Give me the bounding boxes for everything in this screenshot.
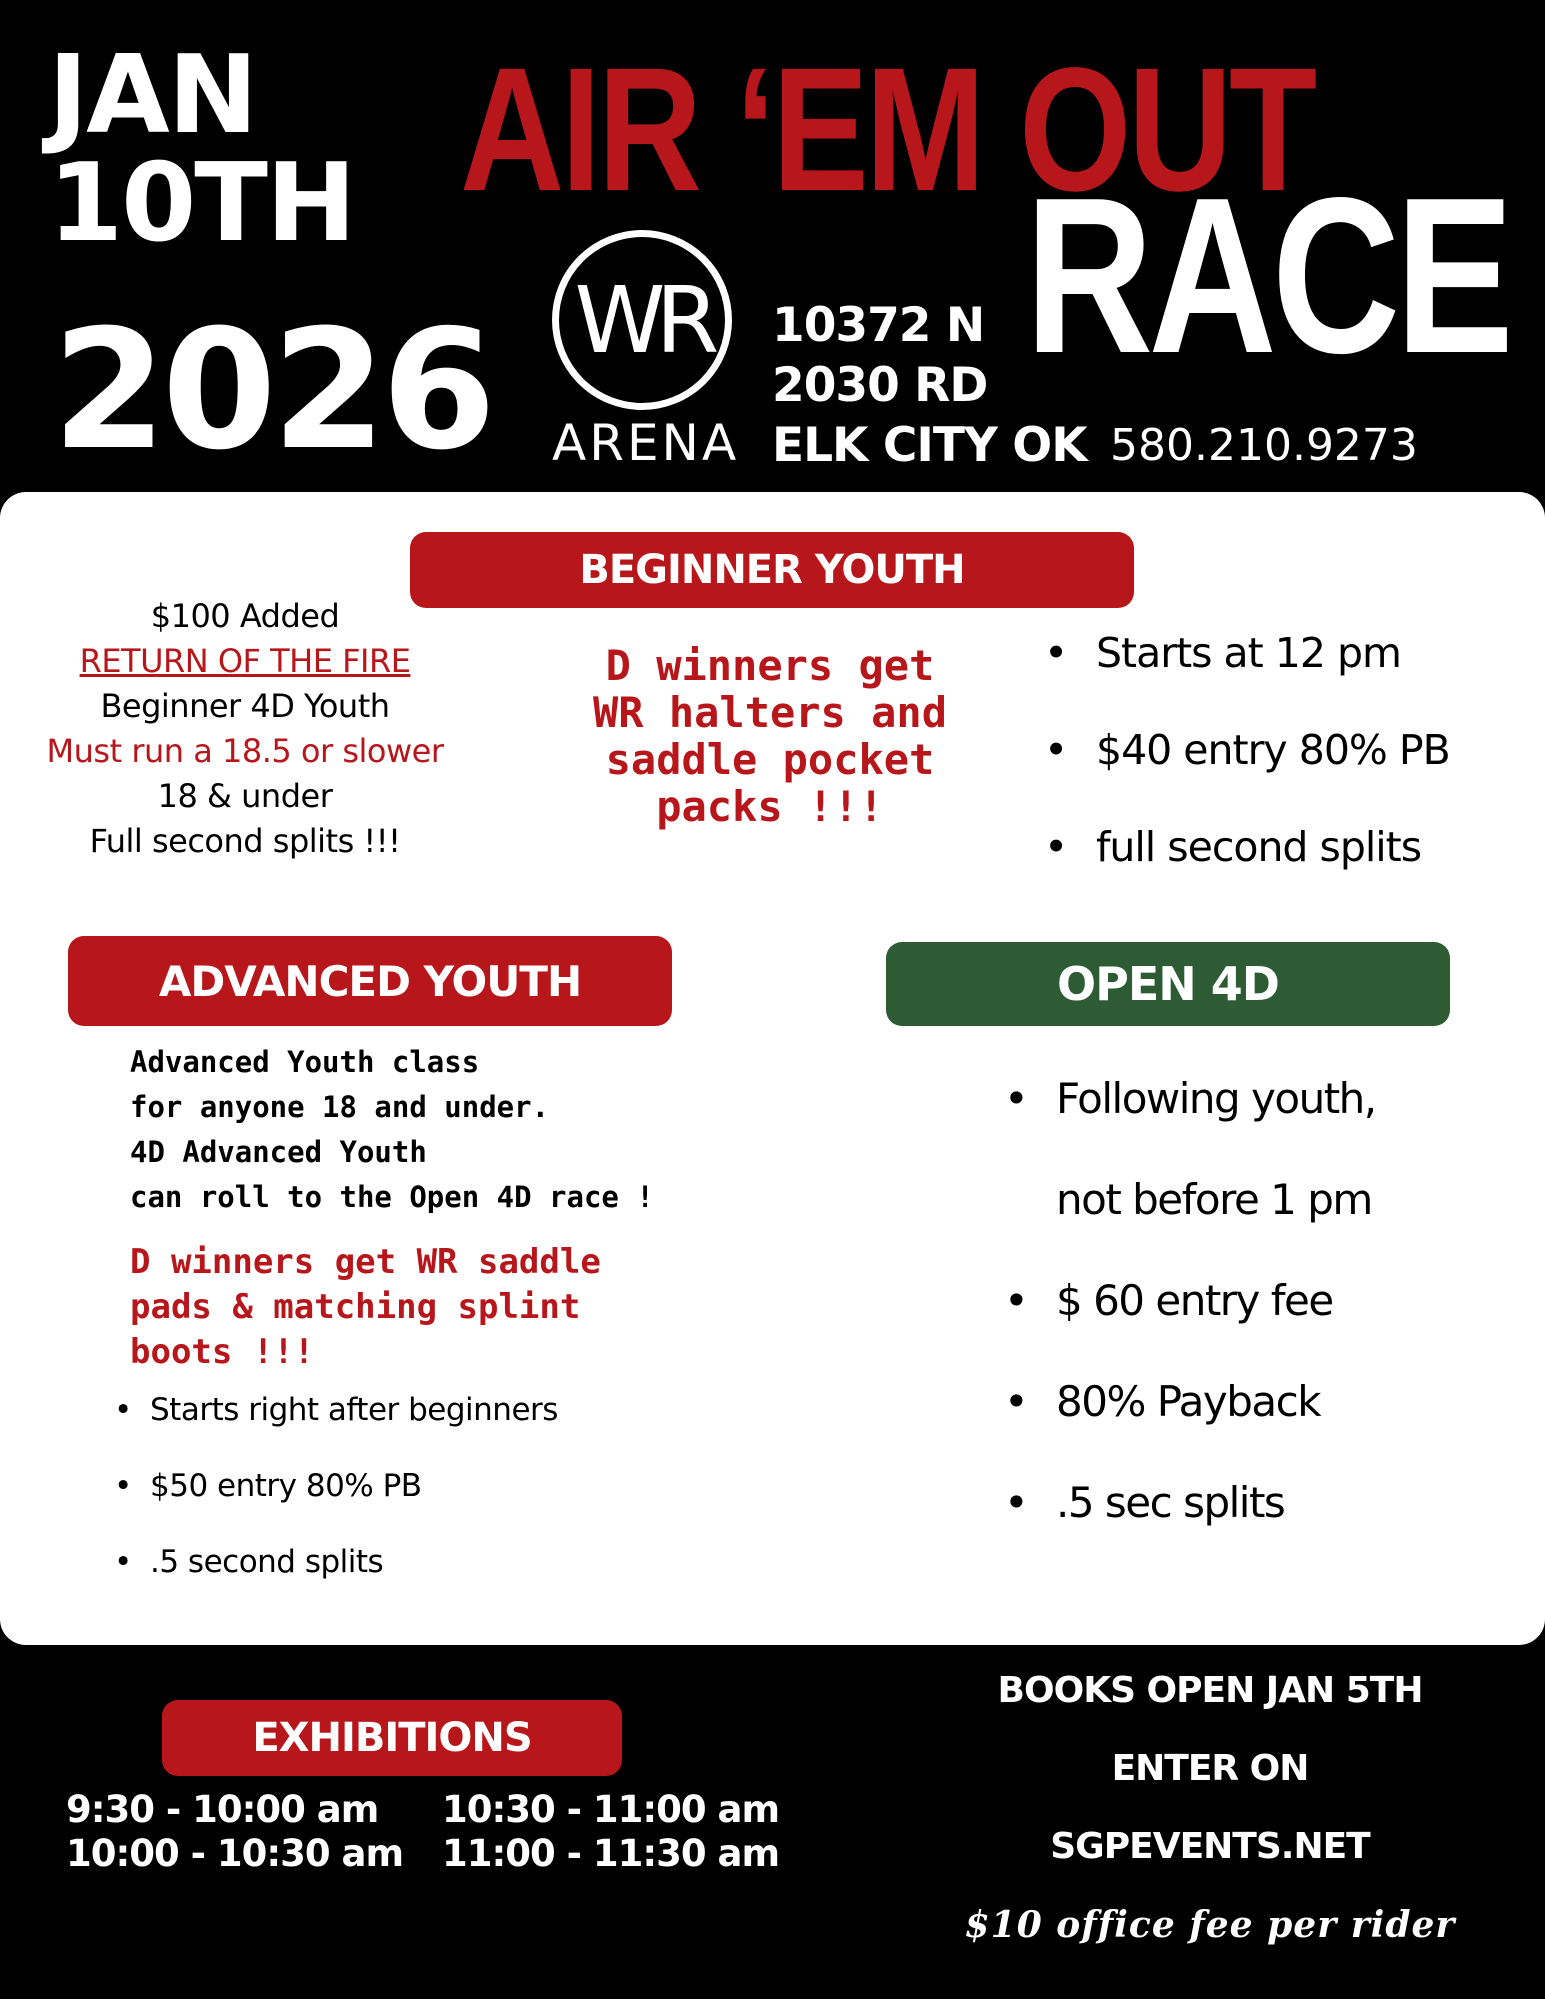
- event-title-line1: AIR ‘EM OUT: [460, 32, 1314, 228]
- list-item: • Starts right after beginners: [110, 1390, 558, 1466]
- list-item: • $50 entry 80% PB: [110, 1466, 558, 1542]
- office-fee: $10 office fee per rider: [964, 1904, 1456, 1946]
- list-item: • 80% Payback: [1000, 1375, 1376, 1476]
- open-4d-header: OPEN 4D: [886, 942, 1450, 1026]
- list-item: • Following youth,: [1000, 1072, 1376, 1173]
- advanced-description-line: Advanced Youth class: [130, 1045, 480, 1079]
- advanced-promo-line: pads & matching splint: [130, 1287, 581, 1327]
- date-month: JAN: [48, 33, 257, 158]
- exhibition-times-col2: [442, 1788, 779, 1876]
- address-line3: ELK CITY OK: [772, 418, 1087, 473]
- phone-number: 580.210.9273: [1110, 420, 1418, 471]
- exhibitions-header: EXHIBITIONS: [162, 1700, 622, 1776]
- beginner-added: $100 Added: [150, 597, 340, 635]
- beginner-subtitle: RETURN OF THE FIRE: [79, 642, 411, 680]
- beginner-promo: [570, 642, 970, 830]
- beginner-bullet-list: [1040, 628, 1450, 919]
- exhibition-time: 10:00 - 10:30 am: [66, 1832, 404, 1875]
- list-item: • .5 second splits: [110, 1542, 558, 1618]
- exhibition-time: 9:30 - 10:00 am: [66, 1788, 379, 1831]
- list-item: • Starts at 12 pm: [1040, 628, 1450, 725]
- advanced-bullet-list: [110, 1390, 558, 1618]
- arena-label: ARENA: [552, 414, 740, 472]
- books-open: BOOKS OPEN JAN 5TH: [997, 1670, 1423, 1711]
- address-line1: 10372 N: [772, 298, 985, 353]
- advanced-description-line: 4D Advanced Youth: [130, 1135, 427, 1169]
- exhibition-times-col1: [66, 1788, 403, 1876]
- exhibition-time: 10:30 - 11:00 am: [442, 1788, 780, 1831]
- open-bullet-list: [1000, 1072, 1376, 1577]
- beginner-promo-line: packs !!!: [656, 782, 884, 831]
- beginner-splits-note: Full second splits !!!: [89, 822, 401, 860]
- beginner-age: 18 & under: [157, 777, 333, 815]
- address-line2: 2030 RD: [772, 358, 988, 413]
- beginner-class-name: Beginner 4D Youth: [100, 687, 390, 725]
- date-day: 10TH: [48, 141, 355, 266]
- date-year: 2026: [52, 294, 492, 486]
- exhibition-time: 11:00 - 11:30 am: [442, 1832, 780, 1875]
- list-item: • .5 sec splits: [1000, 1476, 1376, 1577]
- event-title-line2: RACE: [1025, 152, 1510, 400]
- advanced-description-line: can roll to the Open 4D race !: [130, 1180, 654, 1214]
- list-item: • $40 entry 80% PB: [1040, 725, 1450, 822]
- advanced-youth-header: ADVANCED YOUTH: [68, 936, 672, 1026]
- beginner-promo-line: WR halters and: [592, 688, 947, 737]
- advanced-promo: [130, 1240, 690, 1375]
- beginner-youth-header: BEGINNER YOUTH: [410, 532, 1134, 608]
- advanced-promo-line: D winners get WR saddle: [130, 1242, 601, 1282]
- beginner-promo-line: saddle pocket: [605, 735, 935, 784]
- advanced-description: [130, 1040, 654, 1220]
- list-item: • $ 60 entry fee: [1000, 1274, 1376, 1375]
- enter-on: ENTER ON: [1111, 1748, 1309, 1789]
- beginner-promo-line: D winners get: [605, 641, 935, 690]
- wr-logo-text: WR: [574, 266, 710, 374]
- beginner-details: [20, 594, 470, 864]
- beginner-rule: Must run a 18.5 or slower: [46, 732, 444, 770]
- entry-website: SGPEVENTS.NET: [1050, 1826, 1370, 1867]
- list-item-continuation: not before 1 pm: [1056, 1175, 1372, 1224]
- advanced-description-line: for anyone 18 and under.: [130, 1090, 550, 1124]
- list-item: • full second splits: [1040, 822, 1450, 919]
- entry-info: [930, 1666, 1490, 1978]
- advanced-promo-line: boots !!!: [130, 1332, 315, 1372]
